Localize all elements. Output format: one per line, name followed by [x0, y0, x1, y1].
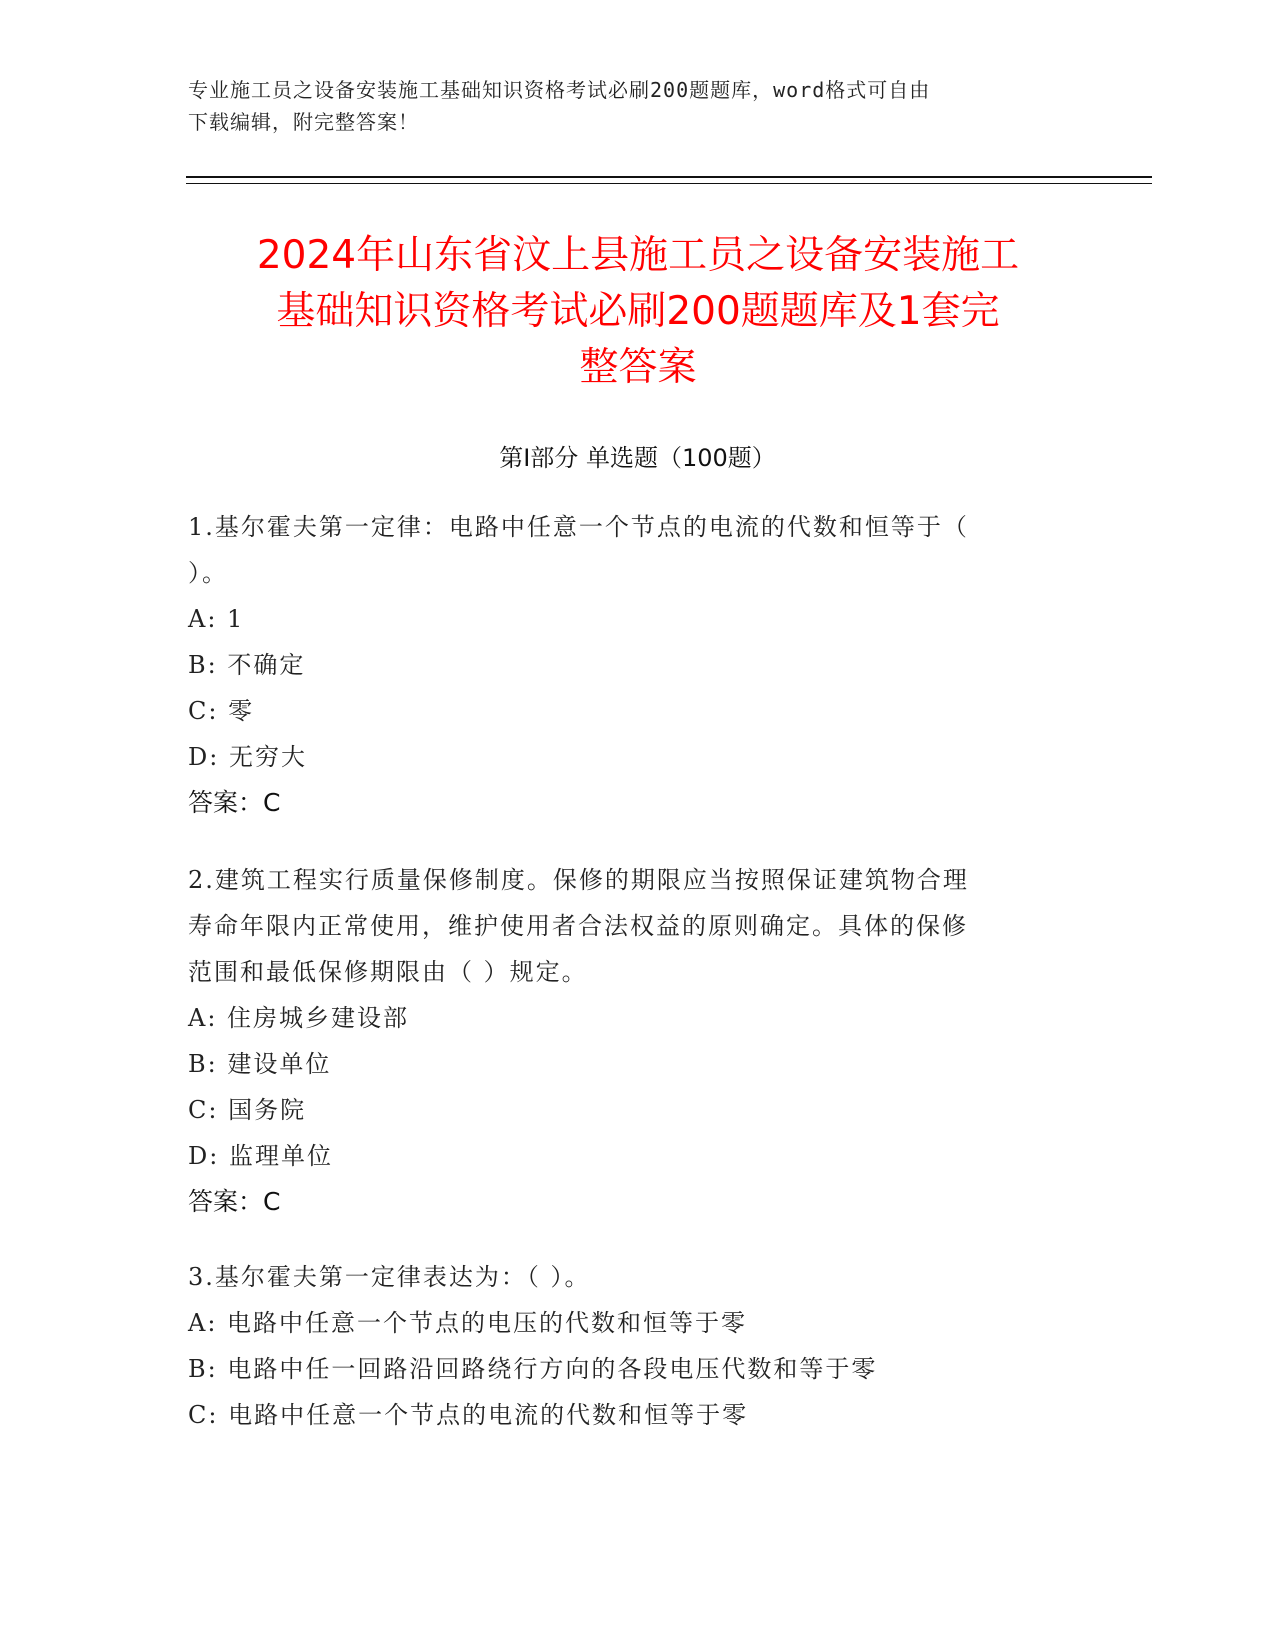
- question-1: [188, 504, 1068, 826]
- answer-label: 答案：C: [188, 1187, 281, 1216]
- question-text-line: 范围和最低保修期限由（ ）规定。: [188, 958, 588, 986]
- option-b: B: 电路中任一回路沿回路绕行方向的各段电压代数和等于零: [188, 1355, 878, 1383]
- option-a: A: 住房城乡建设部: [188, 1004, 410, 1032]
- option-d: D: 监理单位: [188, 1142, 333, 1170]
- option-d: D: 无穷大: [188, 743, 307, 771]
- question-text-line: 3.基尔霍夫第一定律表达为：（ ）。: [188, 1263, 591, 1291]
- question-3: [188, 1254, 1068, 1438]
- title-line-1: 2024年山东省汶上县施工员之设备安装施工: [256, 233, 1020, 278]
- document-title: [150, 228, 1126, 396]
- question-text-line: 寿命年限内正常使用，维护使用者合法权益的原则确定。具体的保修: [188, 912, 968, 940]
- option-a: A: 电路中任意一个节点的电压的代数和恒等于零: [188, 1309, 748, 1337]
- header-note: [188, 74, 1088, 138]
- header-note-line-1: 专业施工员之设备安装施工基础知识资格考试必刷200题题库，word格式可自由: [188, 78, 931, 102]
- option-c: C: 国务院: [188, 1096, 307, 1124]
- question-text-line: 2.建筑工程实行质量保修制度。保修的期限应当按照保证建筑物合理: [188, 866, 969, 894]
- option-c: C: 零: [188, 697, 255, 725]
- option-a: A: 1: [188, 605, 245, 633]
- question-2: [188, 857, 1068, 1225]
- answer-label: 答案：C: [188, 788, 281, 817]
- option-b: B: 不确定: [188, 651, 306, 679]
- question-text-line: 1.基尔霍夫第一定律：电路中任意一个节点的电流的代数和恒等于（: [188, 513, 969, 541]
- title-line-3: 整答案: [579, 345, 697, 390]
- question-text-line: ）。: [188, 559, 228, 587]
- header-divider-thin: [186, 183, 1152, 184]
- title-line-2: 基础知识资格考试必刷200题题库及1套完: [276, 289, 1000, 334]
- header-divider-thick: [186, 176, 1152, 178]
- section-heading: 第Ⅰ部分 单选题（100题）: [499, 444, 776, 472]
- option-b: B: 建设单位: [188, 1050, 332, 1078]
- option-c: C: 电路中任意一个节点的电流的代数和恒等于零: [188, 1401, 749, 1429]
- header-note-line-2: 下载编辑，附完整答案！: [188, 110, 419, 134]
